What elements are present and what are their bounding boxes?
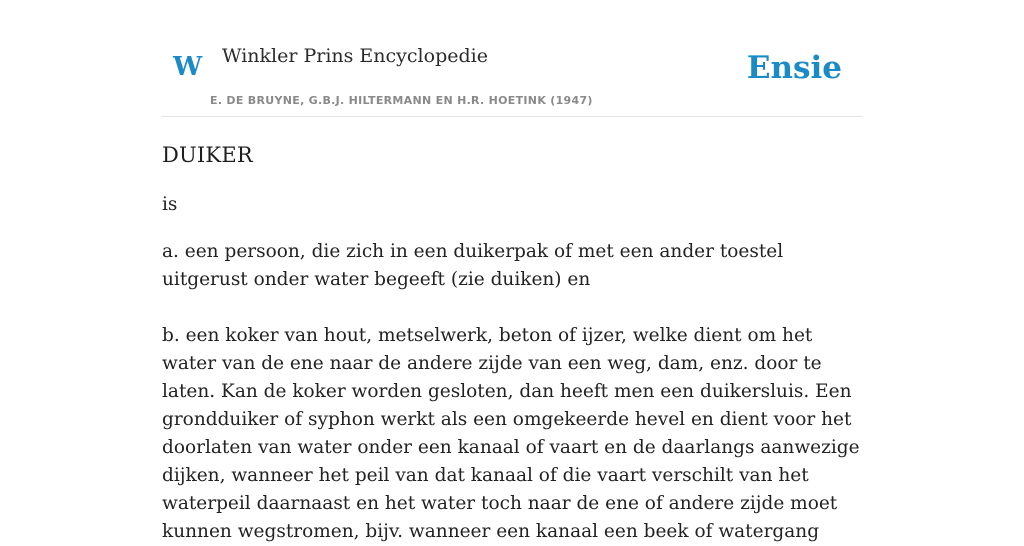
definition-b-container xyxy=(162,322,864,546)
definition-a: a. een persoon, die zich in een duikerpak of met een ander toestel uitgerust onder water begeeft (zie duiken) en xyxy=(162,241,784,290)
entry-content xyxy=(162,140,864,546)
entry-headword: DUIKER xyxy=(162,143,253,167)
source-header xyxy=(162,0,862,117)
winkler-prins-logo[interactable]: W xyxy=(173,52,203,82)
source-authors: E. DE BRUYNE, G.B.J. HILTERMANN EN H.R. HOETINK (1947) xyxy=(210,94,593,107)
definition-b: b. een koker van hout, metselwerk, beton of ijzer, welke dient om het water van de ene naar de andere zijde van een weg, dam, enz. door te laten. Kan de koker worden gesloten, dan heeft men een duikersluis. Een grondduiker of syphon werkt als een omgekeerde hevel en dient voor het doorlaten van water onder een kanaal of vaart en de daarlangs aanwezige dijken, wanneer het peil van dat kanaal of die vaart verschilt van het waterpeil daarnaast en het water toch naar de ene of andere zijde moet kunnen wegstromen, bijv. wanneer een kanaal een beek of watergang xyxy=(162,325,860,542)
entry-intro: is xyxy=(162,194,178,215)
source-title-link[interactable]: Winkler Prins Encyclopedie xyxy=(222,45,488,67)
ensie-logo-link[interactable]: Ensie xyxy=(746,50,842,86)
